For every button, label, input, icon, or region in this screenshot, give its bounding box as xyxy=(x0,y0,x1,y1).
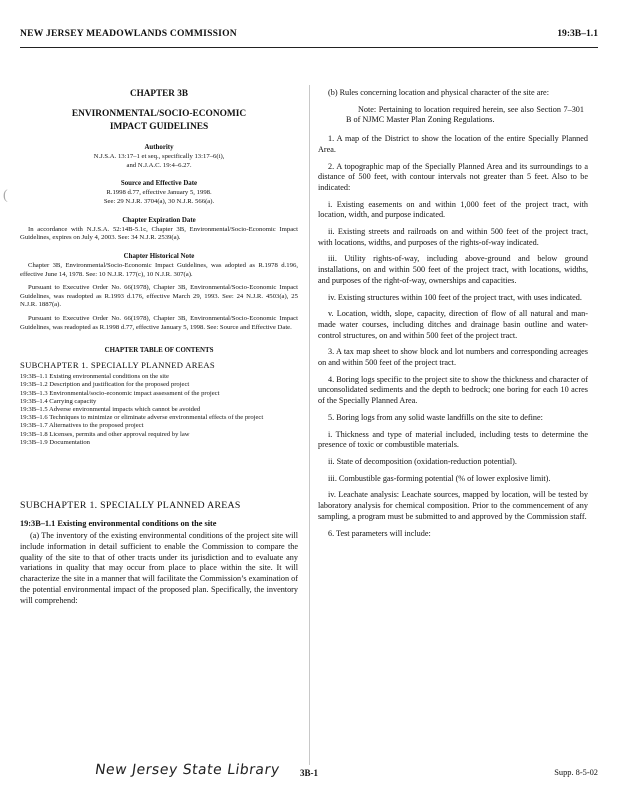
page-number: 3B-1 xyxy=(300,768,318,778)
rule-item-2-v: v. Location, width, slope, capacity, direction of flow of all natural and man-made water courses, including ditches and drainage basin outline and water-control structures, on and within 500 feet of the project tract. xyxy=(318,309,588,340)
toc-item: 19:3B–1.7 Alternatives to the proposed project xyxy=(20,422,144,430)
rule-item-2-iv: iv. Existing structures within 100 feet of the project tract, with uses indicated. xyxy=(328,292,582,302)
header-rule xyxy=(20,47,598,48)
supplement-date: Supp. 8-5-02 xyxy=(554,768,598,777)
toc-subchapter: SUBCHAPTER 1. SPECIALLY PLANNED AREAS xyxy=(20,360,215,371)
right-column xyxy=(318,88,588,545)
column-divider xyxy=(309,85,310,765)
source-line2: See: 29 N.J.R. 3704(a), 30 N.J.R. 566(a). xyxy=(103,198,215,206)
toc-item: 19:3B–1.4 Carrying capacity xyxy=(20,397,97,405)
authority-heading: Authority xyxy=(144,144,174,151)
rule-item-6: 6. Test parameters will include: xyxy=(328,528,431,538)
rule-item-3: 3. A tax map sheet to show block and lot numbers and corresponding acreages on and within 500 feet of the project tract. xyxy=(318,347,588,368)
rule-item-5-iv: iv. Leachate analysis: Leachate sources, mapped by location, will be tested by laboratory analysis for chemical composition. Prior to the commencement of any sampling, a program must be submitted to and approved by the Commission staff. xyxy=(318,490,588,521)
running-header-section: 19:3B–1.1 xyxy=(557,28,598,39)
rule-item-5-i: i. Thickness and type of material included, including tests to determine the presence of toxic or combustible materials. xyxy=(318,429,588,450)
toc-item: 19:3B–1.1 Existing environmental conditions on the site xyxy=(20,373,169,381)
toc-item: 19:3B–1.8 Licenses, permits and other approval required by law xyxy=(20,430,190,438)
historical-note-heading: Chapter Historical Note xyxy=(123,253,195,260)
historical-note-p2: Pursuant to Executive Order No. 66(1978), Chapter 3B, Environmental/Socio-Economic Impact Guidelines, was readopted as R.1993 d.176, effective March 29, 1993. See: 24 N.J.R. 4503(a), 25 N.J.R. 1887(a). xyxy=(20,284,298,309)
source-heading: Source and Effective Date xyxy=(120,180,198,188)
left-column xyxy=(20,88,298,607)
toc-list xyxy=(20,373,298,447)
expiration-text: In accordance with N.J.S.A. 52:14B-5.1c, Chapter 3B, Environmental/Socio-Economic Impact Guidelines, expires on July 4, 2003. See: 34 N.J.R. 2539(a). xyxy=(20,225,298,242)
rule-item-2-i: i. Existing easements on and within 1,000 feet of the project tract, with location, width, and purpose indicated. xyxy=(318,199,588,220)
chapter-number: CHAPTER 3B xyxy=(130,88,188,98)
rule-item-2: 2. A topographic map of the Specially Planned Area and its surroundings to a distance of 500 feet, with contour intervals not greater than 5 feet. Also to be indicated: xyxy=(318,161,588,192)
rule-item-5-iii: iii. Combustible gas-forming potential (% of lower explosive limit). xyxy=(328,473,551,483)
rule-item-2-iii: iii. Utility rights-of-way, including above-ground and below ground installations, on and within 500 feet of the project tract, with locations, widths, and purposes of the right-of-way, ownerships and capacities. xyxy=(318,254,588,285)
authority-line1: N.J.S.A. 13:17–1 et seq., specifically 13:17–6(i), xyxy=(93,153,225,160)
rule-note: Note: Pertaining to location required herein, see also Section 7–301 B of NJMC Master Plan Zoning Regulations. xyxy=(346,104,584,125)
rule-item-5-ii: ii. State of decomposition (oxidation-reduction potential). xyxy=(328,456,517,466)
source-line1: R.1998 d.77, effective January 5, 1998. xyxy=(106,189,212,197)
historical-note-p3: Pursuant to Executive Order No. 66(1978), Chapter 3B, Environmental/Socio-Economic Impact Guidelines, was readopted as R.1998 d.77, effective January 5, 1998. See: Source and Effective Date. xyxy=(20,314,298,331)
expiration-heading: Chapter Expiration Date xyxy=(122,216,196,224)
toc-item: 19:3B–1.9 Documentation xyxy=(20,438,90,446)
rule-item-5: 5. Boring logs from any solid waste landfills on the site to define: xyxy=(328,412,543,422)
running-header-title: NEW JERSEY MEADOWLANDS COMMISSION xyxy=(20,28,237,39)
toc-item: 19:3B–1.6 Techniques to minimize or eliminate adverse environmental effects of the project xyxy=(20,414,264,422)
authority-line2: and N.J.A.C. 19:4–6.27. xyxy=(126,161,192,169)
historical-note-p1: Chapter 3B, Environmental/Socio-Economic Impact Guidelines, was adopted as R.1978 d.196, effective June 14, 1978. See: 10 N.J.R. 177(c), 10 N.J.R. 307(a). xyxy=(20,262,298,278)
rule-item-2-ii: ii. Existing streets and railroads on and within 500 feet of the project tract, with locations, widths, and purposes of the rights-of-way indicated. xyxy=(318,227,588,247)
toc-item: 19:3B–1.2 Description and justification for the proposed project xyxy=(20,381,190,389)
chapter-title-line1: ENVIRONMENTAL/SOCIO-ECONOMIC xyxy=(71,109,247,119)
rule-b-intro: (b) Rules concerning location and physical character of the site are: xyxy=(328,88,549,97)
library-stamp: New Jersey State Library xyxy=(93,762,281,778)
chapter-title xyxy=(20,108,298,134)
chapter-title-line2: IMPACT GUIDELINES xyxy=(109,122,209,132)
toc-item: 19:3B–1.5 Adverse environmental impacts which cannot be avoided xyxy=(20,405,201,413)
rule-item-4: 4. Boring logs specific to the project site to show the thickness and character of unconsolidated sediments and the depth to bedrock; one boring for each 10 acres of the Specially Planned Area. xyxy=(318,374,588,406)
toc-heading: CHAPTER TABLE OF CONTENTS xyxy=(104,347,214,355)
section-text: (a) The inventory of the existing environmental conditions of the project site will include information in detail sufficient to enable the Commission to compare the quality of the site to that of other tracts under its jurisdiction and to evaluate any variations in quality that may occur from place to place within the site. It will characterize the site in a manner that will facilitate the Commission’s examination of the potential environmental impact of the proposed plan. Specifically, the inventory will comprehend: xyxy=(20,530,298,605)
subchapter-heading: SUBCHAPTER 1. SPECIALLY PLANNED AREAS xyxy=(20,499,241,511)
rule-item-1: 1. A map of the District to show the location of the entire Specially Planned Area. xyxy=(318,134,588,154)
scan-edge-mark: ( xyxy=(3,188,8,203)
toc-item: 19:3B–1.3 Environmental/socio-economic impact assessment of the project xyxy=(20,389,220,397)
section-heading: 19:3B–1.1 Existing environmental conditions on the site xyxy=(20,518,217,528)
